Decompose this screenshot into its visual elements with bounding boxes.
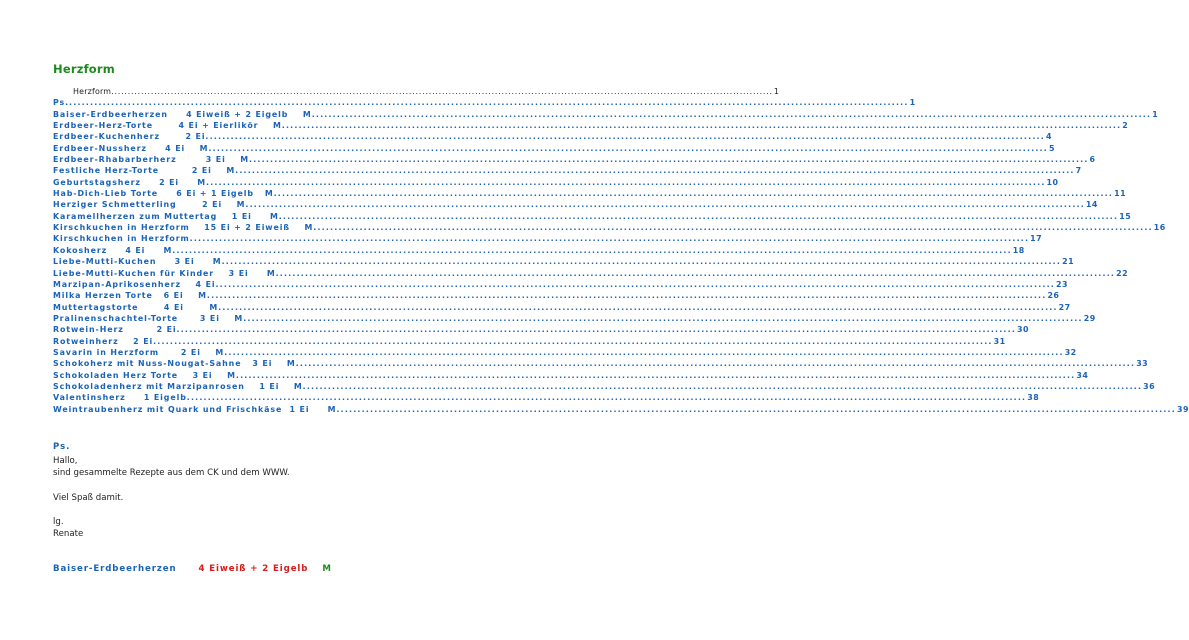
toc-entry-label: Weintraubenherz mit Quark und Frischkäse 1 Ei M xyxy=(53,404,337,414)
toc-entry[interactable] xyxy=(53,188,1127,199)
toc-entry[interactable] xyxy=(53,233,1043,244)
toc-entry-page: 16 xyxy=(1153,223,1166,233)
toc-leader-dots: ........................................................................................................................................................................................................ xyxy=(281,121,1122,131)
recipe-unit: M xyxy=(322,564,332,574)
ps-line-wish: Viel Spaß damit. xyxy=(53,493,124,503)
toc-entry-page: 14 xyxy=(1085,200,1098,210)
toc-entry[interactable] xyxy=(53,177,1059,188)
toc-entry-label: Ps. xyxy=(53,98,70,108)
toc-leader-dots: ........................................................................................................................................................................................................ xyxy=(189,234,1030,244)
toc-leader-dots: ........................................................................................................................................................................................................ xyxy=(205,132,1045,142)
toc-entry-page: 30 xyxy=(1017,325,1030,335)
ps-line-closing: lg. xyxy=(53,517,64,527)
toc-entry[interactable] xyxy=(53,222,1166,233)
toc-entry-label: Rotweinherz 2 Ei xyxy=(53,336,154,346)
toc-entry-label: Rotwein-Herz 2 Ei xyxy=(53,325,177,335)
toc-leader-dots: ........................................................................................................................................................................................................ xyxy=(221,257,1062,267)
toc-entry-page: 22 xyxy=(1116,268,1129,278)
toc-entry[interactable] xyxy=(53,109,1159,120)
toc-entry[interactable] xyxy=(53,370,1089,381)
toc-leader-dots: ........................................................................................................................................................................................................ xyxy=(295,359,1136,369)
page-title: Herzform xyxy=(53,62,115,76)
toc-entry-page: 39 xyxy=(1176,404,1189,414)
toc-leader-dots: ........................................................................................................................................................................................................ xyxy=(186,393,1027,403)
recipe-quantity: 4 Eiweiß + 2 Eigelb xyxy=(198,564,309,574)
toc-entry-page: 1 xyxy=(773,87,780,96)
toc-entry-label: Baiser-Erdbeerherzen 4 Eiweiß + 2 Eigelb M xyxy=(53,109,312,119)
toc-leader-dots: ........................................................................................................................................................................................................ xyxy=(224,347,1064,357)
ps-heading: Ps. xyxy=(53,442,71,452)
toc-entry[interactable] xyxy=(53,211,1132,222)
toc-entry-label: Marzipan-Aprikosenherz 4 Ei xyxy=(53,279,216,289)
toc-entry-label: Karamellherzen zum Muttertag 1 Ei M xyxy=(53,211,279,221)
toc-entry-page: 4 xyxy=(1045,132,1052,142)
toc-leader-dots: ........................................................................................................................................................................................................ xyxy=(278,211,1119,221)
toc-leader-dots: ........................................................................................................................................................................................................ xyxy=(206,291,1047,301)
toc-entry-label: Liebe-Mutti-Kuchen 3 Ei M xyxy=(53,257,222,267)
toc-leader-dots: ........................................................................................................................................................................................................ xyxy=(273,189,1114,199)
toc-entry[interactable] xyxy=(53,154,1096,165)
toc-entry[interactable] xyxy=(53,313,1096,324)
toc-leader-dots: ........................................................................................................................................................................................................ xyxy=(243,313,1083,323)
toc-entry-page: 18 xyxy=(1012,245,1025,255)
toc-entry[interactable] xyxy=(53,131,1052,142)
ps-line-intro: sind gesammelte Rezepte aus dem CK und dem WWW. xyxy=(53,468,290,478)
toc-entry-label: Erdbeer-Rhabarberherz 3 Ei M xyxy=(53,155,250,165)
toc-entry-page: 2 xyxy=(1122,121,1129,131)
toc-entry[interactable] xyxy=(53,290,1060,301)
toc-leader-dots: ........................................................................................................................................................................................................ xyxy=(245,200,1085,210)
toc-entry-label: Kokosherz 4 Ei M xyxy=(53,245,173,255)
toc-entry[interactable] xyxy=(53,279,1068,290)
toc-entry[interactable] xyxy=(53,268,1129,279)
toc-leader-dots: ........................................................................................................................................................................................................ xyxy=(69,98,909,108)
toc-entry[interactable] xyxy=(53,165,1082,176)
toc-entry-label: Kirschkuchen in Herzform 15 Ei + 2 Eiweiß M xyxy=(53,223,314,233)
toc-entry[interactable] xyxy=(53,392,1040,403)
toc-entry[interactable] xyxy=(53,86,780,97)
recipe-heading xyxy=(53,564,332,574)
toc-leader-dots: ........................................................................................................................................................................................................ xyxy=(172,245,1012,255)
table-of-contents xyxy=(53,86,1189,415)
toc-entry-label: Muttertagstorte 4 Ei M xyxy=(53,302,219,312)
toc-entry-label: Erdbeer-Kuchenherz 2 Ei xyxy=(53,132,206,142)
toc-entry-label: Schokoladen Herz Torte 3 Ei M xyxy=(53,370,236,380)
toc-entry-page: 36 xyxy=(1143,381,1156,391)
toc-entry-page: 32 xyxy=(1064,347,1077,357)
toc-entry-page: 29 xyxy=(1083,313,1096,323)
toc-entry[interactable] xyxy=(53,336,1006,347)
toc-leader-dots: ........................................................................................................................................................................................................ xyxy=(176,325,1017,335)
ps-line-greeting: Hallo, xyxy=(53,456,78,466)
toc-entry[interactable] xyxy=(53,381,1156,392)
toc-entry[interactable] xyxy=(53,97,916,108)
toc-leader-dots: ........................................................................................................................................................................................................ xyxy=(235,166,1075,176)
toc-entry[interactable] xyxy=(53,347,1077,358)
toc-entry-label: Herzform xyxy=(73,87,112,96)
toc-entry-label: Savarin in Herzform 2 Ei M xyxy=(53,347,225,357)
toc-entry-page: 33 xyxy=(1136,359,1149,369)
toc-entry-page: 38 xyxy=(1027,393,1040,403)
toc-entry[interactable] xyxy=(53,245,1025,256)
toc-entry-page: 17 xyxy=(1030,234,1043,244)
toc-entry[interactable] xyxy=(53,199,1098,210)
toc-entry-page: 7 xyxy=(1075,166,1082,176)
toc-leader-dots: ........................................................................................................................................................................................................ xyxy=(215,279,1055,289)
toc-entry-label: Schokoladenherz mit Marzipanrosen 1 Ei M xyxy=(53,381,303,391)
toc-entry-label: Hab-Dich-Lieb Torte 6 Ei + 1 Eigelb M xyxy=(53,189,274,199)
toc-entry-page: 34 xyxy=(1076,370,1089,380)
toc-entry-label: Herziger Schmetterling 2 Ei M xyxy=(53,200,246,210)
recipe-name: Baiser-Erdbeerherzen xyxy=(53,564,177,574)
toc-leader-dots: ........................................................................................................................................................................................................ xyxy=(275,268,1116,278)
toc-entry[interactable] xyxy=(53,256,1075,267)
toc-leader-dots: ........................................................................................................................................................................................................ xyxy=(111,87,773,96)
toc-leader-dots: ........................................................................................................................................................................................................ xyxy=(206,177,1046,187)
toc-leader-dots: ........................................................................................................................................................................................................ xyxy=(208,143,1048,153)
toc-entry-page: 1 xyxy=(909,98,916,108)
toc-leader-dots: ........................................................................................................................................................................................................ xyxy=(336,404,1176,414)
toc-leader-dots: ........................................................................................................................................................................................................ xyxy=(302,381,1143,391)
toc-entry[interactable] xyxy=(53,404,1189,415)
toc-entry[interactable] xyxy=(53,143,1055,154)
toc-leader-dots: ........................................................................................................................................................................................................ xyxy=(218,302,1058,312)
toc-leader-dots: ........................................................................................................................................................................................................ xyxy=(313,223,1153,233)
toc-leader-dots: ........................................................................................................................................................................................................ xyxy=(153,336,993,346)
toc-entry-label: Schokoherz mit Nuss-Nougat-Sahne 3 Ei M xyxy=(53,359,296,369)
toc-entry-page: 10 xyxy=(1046,177,1059,187)
toc-entry[interactable] xyxy=(53,120,1129,131)
toc-entry-page: 31 xyxy=(993,336,1006,346)
ps-line-signature: Renate xyxy=(53,529,84,539)
toc-entry-page: 5 xyxy=(1048,143,1055,153)
toc-entry-label: Festliche Herz-Torte 2 Ei M xyxy=(53,166,236,176)
toc-entry-label: Erdbeer-Herz-Torte 4 Ei + Eierlikör M xyxy=(53,121,282,131)
toc-entry[interactable] xyxy=(53,302,1071,313)
toc-leader-dots: ........................................................................................................................................................................................................ xyxy=(235,370,1076,380)
toc-entry-page: 23 xyxy=(1056,279,1068,289)
toc-entry-page: 11 xyxy=(1114,189,1127,199)
toc-entry-label: Erdbeer-Nussherz 4 Ei M xyxy=(53,143,209,153)
toc-entry-page: 15 xyxy=(1119,211,1132,221)
toc-entry-label: Valentinsherz 1 Eigelb xyxy=(53,393,187,403)
toc-leader-dots: ........................................................................................................................................................................................................ xyxy=(249,155,1089,165)
toc-leader-dots: ........................................................................................................................................................................................................ xyxy=(311,109,1152,119)
toc-entry-label: Kirschkuchen in Herzform xyxy=(53,234,190,244)
toc-entry-page: 1 xyxy=(1152,109,1159,119)
toc-entry-page: 26 xyxy=(1047,291,1060,301)
toc-entry-label: Geburtstagsherz 2 Ei M xyxy=(53,177,207,187)
toc-entry-label: Liebe-Mutti-Kuchen für Kinder 3 Ei M xyxy=(53,268,276,278)
toc-entry-label: Pralinenschachtel-Torte 3 Ei M xyxy=(53,313,244,323)
toc-entry-page: 21 xyxy=(1062,257,1075,267)
toc-entry[interactable] xyxy=(53,324,1030,335)
toc-entry-page: 6 xyxy=(1089,155,1096,165)
toc-entry-page: 27 xyxy=(1058,302,1071,312)
toc-entry-label: Milka Herzen Torte 6 Ei M xyxy=(53,291,207,301)
toc-entry[interactable] xyxy=(53,358,1149,369)
